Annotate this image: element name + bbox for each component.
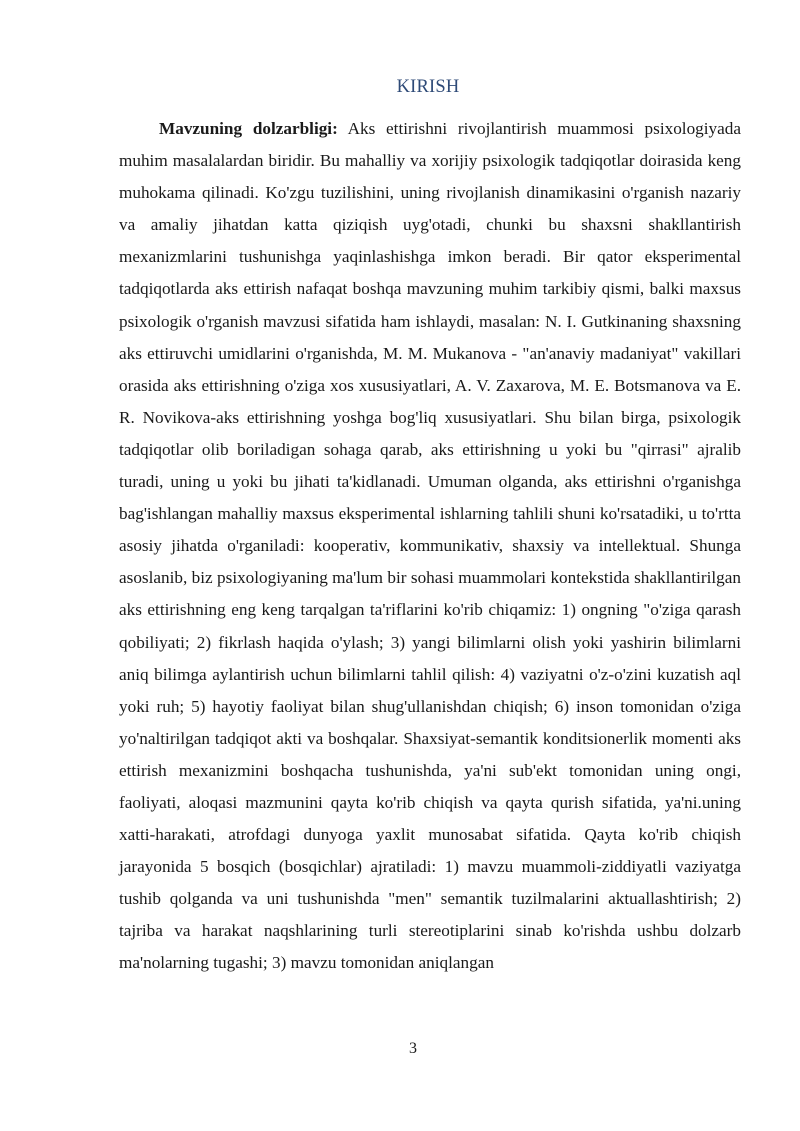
page-number: 3 [409,1040,417,1057]
body-text: Aks ettirishni rivojlantirish muammosi psixologiyada muhim masalalardan biridir. Bu mahalliy va xorijiy psixologik tadqiqotlar doirasida keng muhokama qilinadi. Ko'zgu tuzilishini, uning rivojlanish dinamikasini o'rganish nazariy va amaliy jihatdan katta qiziqish uyg'otadi, chunki bu shaxsni shakllantirish mexanizmlarini tushunishga yaqinlashishga imkon beradi. Bir qator eksperimental tadqiqotlarda aks ettirish nafaqat boshqa mavzuning muhim tarkibiy qismi, balki maxsus psixologik o'rganish mavzusi sifatida ham ishlaydi, masalan: N. I. Gutkinaning shaxsning aks ettiruvchi umidlarini o'rganishda, M. M. Mukanova - "an'anaviy madaniyat" vakillari orasida aks ettirishning o'ziga xos xususiyatlari, A. V. Zaxarova, M. E. Botsmanova va E. R. Novikova-aks ettirishning yoshga bog'liq xususiyatlari. Shu bilan birga, psixologik tadqiqotlar olib boriladigan sohaga qarab, aks ettirishning u yoki bu "qirrasi" ajralib turadi, uning u yoki bu jihati ta'kidlanadi. Umuman olganda, aks ettirishni o'rganishga bag'ishlangan mahalliy maxsus eksperimental ishlarning tahlili shuni ko'rsatadiki, u to'rtta asosiy jihatda o'rganiladi: kooperativ, kommunikativ, shaxsiy va intellektual. Shunga asoslanib, biz psixologiyaning ma'lum bir sohasi muammolari kontekstida shakllantirilgan aks ettirishning eng keng tarqalgan ta'riflarini ko'rib chiqamiz: 1) ongning "o'ziga qarash qobiliyati; 2) fikrlash haqida o'ylash; 3) yangi bilimlarni olish yoki yashirin bilimlarni aniq bilimga aylantirish uchun bilimlarni tahlil qilish: 4) vaziyatni o'z-o'zini kuzatish aql yoki ruh; 5) hayotiy faoliyat bilan shug'ullanishdan chiqish; 6) inson tomonidan o'ziga yo'naltirilgan tadqiqot akti va boshqalar. Shaxsiyat-semantik konditsionerlik momenti aks ettirish mexanizmini boshqacha tushunishda, ya'ni sub'ekt tomonidan uning ongi, faoliyati, aloqasi mazmunini qayta ko'rib chiqish va qayta qurish sifatida, ya'ni.uning xatti-harakati, atrofdagi dunyoga yaxlit munosabat sifatida. Qayta ko'rib chiqish jarayonida 5 bosqich (bosqichlar) ajratiladi: 1) mavzu muammoli-ziddiyatli vaziyatga tushib qolganda va uni tushunishda "men" semantik tuzilmalarini aktuallashtirish; 2) tajriba va harakat naqshlarining turli stereotiplarini sinab ko'rishda ushbu dolzarb ma'nolarning tugashi; 3) mavzu tomonidan aniqlangan [119,119,741,973]
lead-label: Mavzuning dolzarbligi: [159,119,338,138]
body-paragraph [119,113,741,980]
section-heading: KIRISH [396,77,460,97]
